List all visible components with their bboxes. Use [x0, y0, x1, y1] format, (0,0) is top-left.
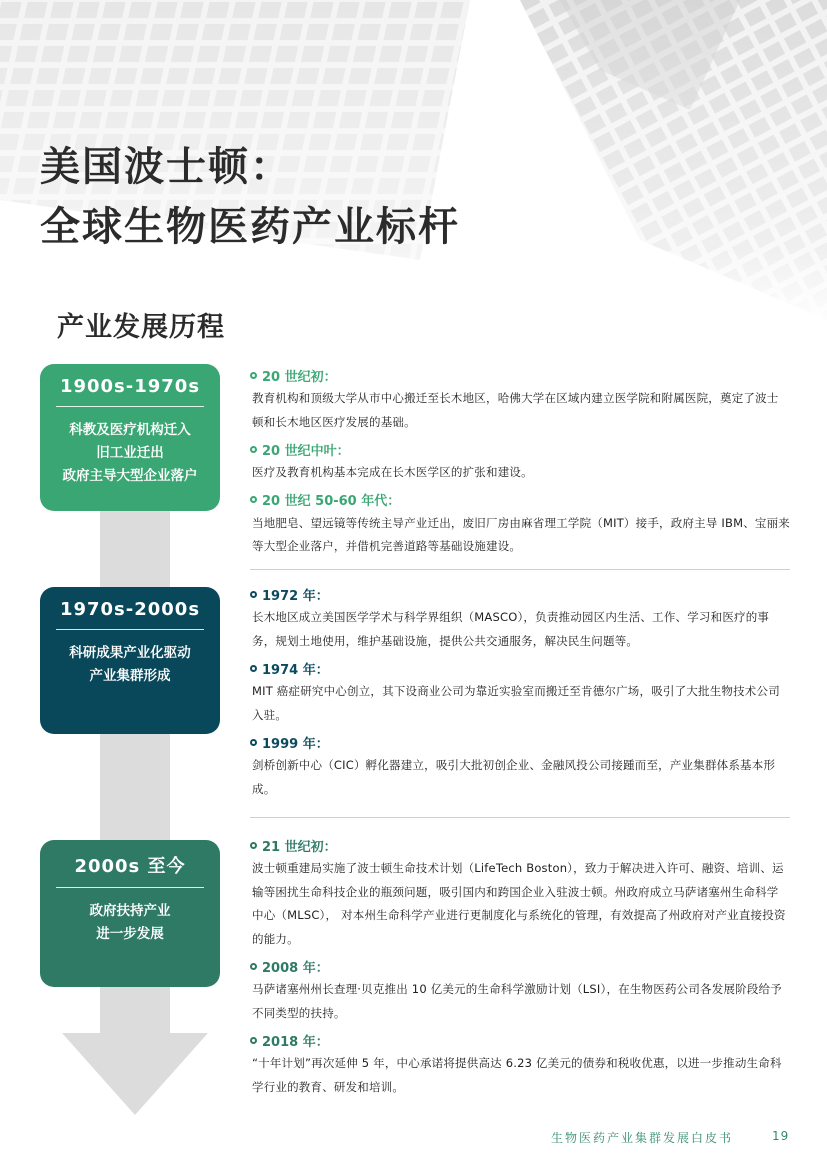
event-date-label: 1972 年：: [262, 588, 329, 604]
section-heading: 产业发展历程: [57, 312, 225, 343]
event-text: 教育机构和顶级大学从市中心搬迁至长木地区，哈佛大学在区域内建立医学院和附属医院，奠定了波士顿和长木地区医疗发展的基础。: [252, 391, 779, 429]
phase-card-1970s-2000s: [40, 587, 220, 734]
event-item: [250, 491, 790, 559]
event-date: [250, 440, 790, 458]
event-text: MIT 癌症研究中心创立，其下设商业公司为靠近实验室而搬迁至肯德尔广场，吸引了大批生物技术公司入驻。: [252, 684, 780, 722]
phase-description-line: 政府扶持产业: [89, 903, 171, 919]
event-date-label: 1974 年：: [262, 662, 329, 678]
event-date-label: 1999 年：: [262, 736, 329, 752]
event-item: [250, 1031, 790, 1099]
bullet-icon: [250, 842, 257, 849]
phase-card-2000s-present: [40, 840, 220, 987]
bullet-icon: [250, 963, 257, 970]
page-title-line-1: 美国波士顿：: [40, 144, 292, 190]
event-date: [250, 836, 790, 854]
event-date: [250, 491, 790, 509]
phase-2-events: [250, 585, 790, 807]
bullet-icon: [250, 446, 257, 453]
phase-card-1900s-1970s: [40, 364, 220, 511]
event-text: 波士顿重建局实施了波士顿生命技术计划（LifeTech Boston），致力于解决进入许可、融资、培训、运输等困扰生命科技企业的瓶颈问题，吸引国内和跨国企业入驻波士顿。州政府成立马萨诸塞州生命科学中心（MLSC）， 对本州生命科学产业进行更制度化与系统化的管理，有效提高了州政府对产业直接投资的能力。: [252, 861, 786, 946]
event-date-label: 21 世纪初：: [262, 839, 337, 855]
event-date: [250, 659, 790, 677]
bullet-icon: [250, 665, 257, 672]
phase-description: [40, 630, 220, 700]
event-item: [250, 836, 790, 951]
phase-description-line: 政府主导大型企业落户: [62, 468, 198, 484]
event-date: [250, 957, 790, 975]
phase-description: [40, 888, 220, 958]
event-date: [250, 585, 790, 603]
phase-description-line: 旧工业迁出: [96, 445, 164, 461]
event-date: [250, 733, 790, 751]
event-text: 当地肥皂、望远镜等传统主导产业迁出，废旧厂房由麻省理工学院（MIT）接手，政府主导 IBM、宝丽来等大型企业落户，并借机完善道路等基础设施建设。: [252, 515, 790, 553]
phase-description-line: 产业集群形成: [89, 668, 171, 684]
phase-description-line: 科教及医疗机构迁入: [69, 422, 191, 438]
event-date-label: 20 世纪初：: [262, 369, 337, 385]
event-item: [250, 440, 790, 485]
event-text: “十年计划”再次延伸 5 年，中心承诺将提供高达 6.23 亿美元的债券和税收优惠，以进一步推动生命科学行业的教育、研发和培训。: [252, 1056, 782, 1094]
bullet-icon: [250, 496, 257, 503]
section-divider: [250, 569, 790, 570]
phase-period: 1970s-2000s: [56, 587, 204, 630]
phase-description: [40, 407, 220, 500]
page-title-line-2: 全球生物医药产业标杆: [40, 204, 460, 250]
phase-3-events: [250, 836, 790, 1105]
event-date-label: 20 世纪 50-60 年代：: [262, 494, 401, 509]
page-number: 19: [772, 1129, 790, 1143]
phase-period: 2000s 至今: [56, 840, 204, 888]
bullet-icon: [250, 372, 257, 379]
bullet-icon: [250, 739, 257, 746]
phase-description-line: 进一步发展: [96, 926, 164, 942]
event-item: [250, 957, 790, 1025]
event-item: [250, 366, 790, 434]
event-date-label: 20 世纪中叶：: [262, 443, 350, 459]
event-text: 医疗及教育机构基本完成在长木医学区的扩张和建设。: [252, 465, 533, 479]
section-divider: [250, 817, 790, 818]
event-date-label: 2018 年：: [262, 1034, 329, 1050]
phase-1-events: [250, 366, 790, 565]
bullet-icon: [250, 1037, 257, 1044]
bullet-icon: [250, 591, 257, 598]
event-item: [250, 659, 790, 727]
event-text: 剑桥创新中心（CIC）孵化器建立，吸引大批初创企业、金融风投公司接踵而至，产业集群体系基本形成。: [252, 758, 776, 796]
event-text: 长木地区成立美国医学学术与科学界组织（MASCO），负责推动园区内生活、工作、学习和医疗的事务，规划土地使用，维护基础设施，提供公共交通服务，解决民生问题等。: [252, 610, 770, 648]
event-text: 马萨诸塞州州长查理·贝克推出 10 亿美元的生命科学激励计划（LSI），在生物医药公司各发展阶段给予不同类型的扶持。: [252, 982, 782, 1020]
event-date: [250, 1031, 790, 1049]
event-item: [250, 585, 790, 653]
phase-period: 1900s-1970s: [56, 364, 204, 407]
event-date: [250, 366, 790, 384]
footer-publication-title: 生物医药产业集群发展白皮书: [551, 1131, 734, 1145]
event-date-label: 2008 年：: [262, 960, 329, 976]
event-item: [250, 733, 790, 801]
phase-description-line: 科研成果产业化驱动: [69, 645, 191, 661]
